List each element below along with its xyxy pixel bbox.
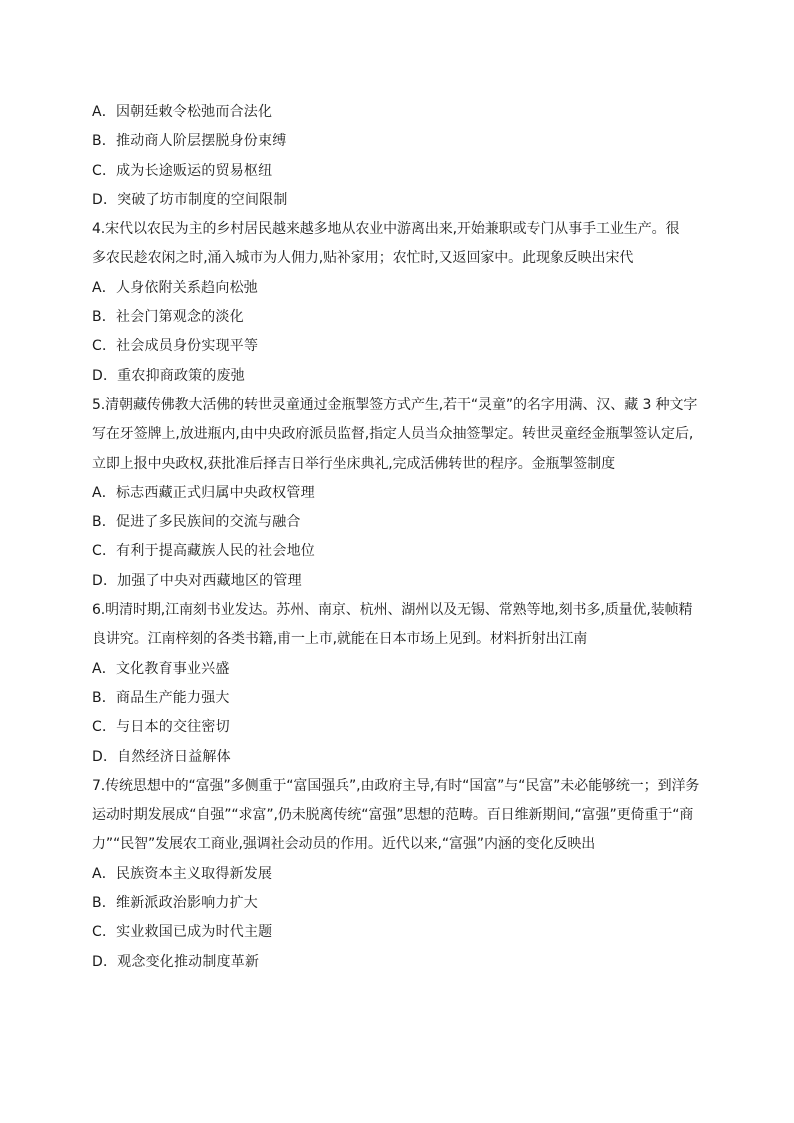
question-5-stem-line-1: 5.清朝藏传佛教大活佛的转世灵童通过金瓶掣签方式产生,若干“灵童”的名字用满、汉、藏 3 种文字 <box>92 396 698 413</box>
question-6-stem-line-2: 良讲究。江南梓刻的各类书籍,甫一上市,就能在日本市场上见到。材料折射出江南 <box>92 631 588 648</box>
option-5a: A．标志西藏正式归属中央政权管理 <box>92 484 315 501</box>
option-5c: C．有利于提高藏族人民的社会地位 <box>92 543 315 560</box>
option-3c: C．成为长途贩运的贸易枢纽 <box>92 162 273 179</box>
option-5d: D．加强了中央对西藏地区的管理 <box>92 572 302 589</box>
option-3b: B．推动商人阶层摆脱身份束缚 <box>92 133 287 150</box>
option-6c: C．与日本的交往密切 <box>92 719 230 736</box>
option-7d: D．观念变化推动制度革新 <box>92 953 260 970</box>
option-5b: B．促进了多民族间的交流与融合 <box>92 514 301 531</box>
option-6d: D．自然经济日益解体 <box>92 748 231 765</box>
option-4c: C．社会成员身份实现平等 <box>92 338 259 355</box>
option-4a: A．人身依附关系趋向松弛 <box>92 279 258 296</box>
question-5-stem-line-3: 立即上报中央政权,获批准后择吉日举行坐床典礼,完成活佛转世的程序。金瓶掣签制度 <box>92 455 615 472</box>
option-7c: C．实业救国已成为时代主题 <box>92 924 273 941</box>
question-7-stem-line-2: 运动时期发展成“自强”“求富”,仍未脱离传统“富强”思想的范畴。百日维新期间,“富强”更倚重于“商 <box>92 807 694 824</box>
option-7b: B．维新派政治影响力扩大 <box>92 895 259 912</box>
question-3-options <box>92 98 704 215</box>
option-3d: D．突破了坊市制度的空间限制 <box>92 191 288 208</box>
option-6b: B．商品生产能力强大 <box>92 689 230 706</box>
question-4-stem-line-1: 4.宋代以农民为主的乡村居民越来越多地从农业中游离出来,开始兼职或专门从事手工业生产。很 <box>92 221 680 238</box>
question-4-stem-line-2: 多农民趁农闲之时,涌入城市为人佣力,贴补家用；农忙时,又返回家中。此现象反映出宋代 <box>92 250 634 267</box>
question-7 <box>92 772 704 977</box>
question-5 <box>92 391 704 596</box>
question-6-stem-line-1: 6.明清时期,江南刻书业发达。苏州、南京、杭州、湖州以及无锡、常熟等地,刻书多,质量优,装帧精 <box>92 602 693 619</box>
option-6a: A．文化教育事业兴盛 <box>92 660 230 677</box>
option-4b: B．社会门第观念的淡化 <box>92 309 244 326</box>
option-7a: A．民族资本主义取得新发展 <box>92 865 273 882</box>
question-7-stem-line-3: 力”“民智”发展农工商业,强调社会动员的作用。近代以来,“富强”内涵的变化反映出 <box>92 836 596 853</box>
option-3a: A．因朝廷敕令松弛而合法化 <box>92 104 273 120</box>
exam-page <box>92 98 704 977</box>
question-7-stem-line-1: 7.传统思想中的“富强”多侧重于“富国强兵”,由政府主导,有时“国富”与“民富”未必能够统一；到洋务 <box>92 777 700 794</box>
option-4d: D．重农抑商政策的废弛 <box>92 367 245 384</box>
question-6 <box>92 596 704 772</box>
question-4 <box>92 215 704 391</box>
question-5-stem-line-2: 写在牙签牌上,放进瓶内,由中央政府派员监督,指定人员当众抽签掣定。转世灵童经金瓶掣签认定后, <box>92 426 694 443</box>
